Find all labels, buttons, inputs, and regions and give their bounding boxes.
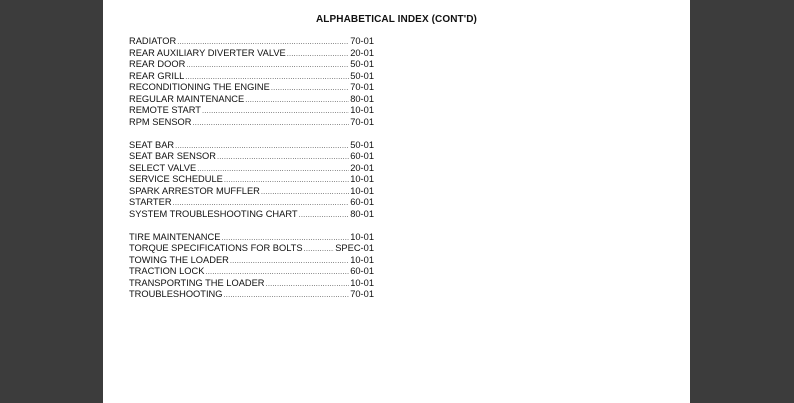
index-group <box>129 140 374 221</box>
dot-leader <box>299 209 350 221</box>
alphabetical-index <box>129 36 374 301</box>
index-entry-page: 10-01 <box>350 105 374 115</box>
dot-leader <box>224 289 350 301</box>
index-entry-name: SYSTEM TROUBLESHOOTING CHART <box>129 208 298 219</box>
index-entry-page: 50-01 <box>350 70 374 81</box>
index-entry-name: SEAT BAR <box>129 139 175 150</box>
index-entry <box>129 289 374 301</box>
index-entry-page: 60-01 <box>350 266 374 276</box>
dot-leader <box>193 117 350 129</box>
index-entry-page: 20-01 <box>350 47 374 58</box>
index-entry-name: TRANSPORTING THE LOADER <box>129 277 265 288</box>
index-entry-page: 10-01 <box>350 231 374 242</box>
index-entry-name: TOWING THE LOADER <box>129 254 229 265</box>
index-entry <box>129 82 374 94</box>
dot-leader <box>175 140 349 152</box>
index-entry-page: SPEC-01 <box>335 243 374 253</box>
index-entry <box>129 163 374 175</box>
index-entry <box>129 117 374 129</box>
index-entry <box>129 48 374 60</box>
dot-leader <box>271 82 349 94</box>
document-page <box>103 0 690 403</box>
index-entry <box>129 151 374 163</box>
index-entry-page: 10-01 <box>350 277 374 288</box>
dot-leader <box>177 36 349 48</box>
index-entry <box>129 209 374 221</box>
index-entry <box>129 71 374 83</box>
index-entry-name: TROUBLESHOOTING <box>129 289 223 299</box>
index-entry-page: 70-01 <box>350 289 374 299</box>
index-entry-page: 70-01 <box>350 82 374 92</box>
index-entry <box>129 105 374 117</box>
index-entry-name: TIRE MAINTENANCE <box>129 231 221 242</box>
dot-leader <box>224 174 349 186</box>
index-entry-page: 80-01 <box>350 208 374 219</box>
index-entry-name: SPARK ARRESTOR MUFFLER <box>129 185 260 196</box>
index-entry <box>129 278 374 290</box>
index-entry-name: SEAT BAR SENSOR <box>129 151 216 161</box>
index-entry <box>129 232 374 244</box>
index-entry <box>129 266 374 278</box>
dot-leader <box>173 197 350 209</box>
index-entry-name: REGULAR MAINTENANCE <box>129 93 245 104</box>
page-title: ALPHABETICAL INDEX (CONT'D) <box>315 14 477 25</box>
dot-leader <box>304 243 335 255</box>
dot-leader <box>287 48 349 60</box>
index-group <box>129 232 374 301</box>
index-entry-name: RADIATOR <box>129 36 177 46</box>
dot-leader <box>186 59 349 71</box>
index-entry <box>129 94 374 106</box>
index-entry-page: 80-01 <box>350 93 374 104</box>
dot-leader <box>202 105 349 117</box>
index-entry-page: 70-01 <box>350 36 374 46</box>
index-entry-page: 60-01 <box>350 151 374 161</box>
index-entry-name: RECONDITIONING THE ENGINE <box>129 82 270 92</box>
index-entry-name: STARTER <box>129 197 172 207</box>
index-entry-page: 10-01 <box>350 174 374 184</box>
index-entry-page: 70-01 <box>350 116 374 127</box>
index-entry <box>129 140 374 152</box>
index-entry-page: 10-01 <box>350 254 374 265</box>
index-entry-name: TORQUE SPECIFICATIONS FOR BOLTS <box>129 243 303 253</box>
dot-leader <box>205 266 349 278</box>
index-entry-page: 50-01 <box>350 139 374 150</box>
index-entry <box>129 59 374 71</box>
index-entry-name: RPM SENSOR <box>129 116 192 127</box>
index-entry-page: 10-01 <box>350 185 374 196</box>
index-entry <box>129 255 374 267</box>
index-entry-page: 60-01 <box>350 197 374 207</box>
index-entry-name: REMOTE START <box>129 105 201 115</box>
index-entry <box>129 243 374 255</box>
index-entry-name: REAR AUXILIARY DIVERTER VALVE <box>129 47 286 58</box>
index-entry <box>129 186 374 198</box>
dot-leader <box>185 71 349 83</box>
index-entry-name: SELECT VALVE <box>129 162 197 173</box>
dot-leader <box>217 151 349 163</box>
dot-leader <box>230 255 349 267</box>
index-entry <box>129 36 374 48</box>
dot-leader <box>197 163 349 175</box>
index-group <box>129 36 374 128</box>
dot-leader <box>266 278 350 290</box>
index-entry-page: 20-01 <box>350 162 374 173</box>
index-entry-name: SERVICE SCHEDULE <box>129 174 223 184</box>
index-entry-name: REAR DOOR <box>129 59 186 69</box>
dot-leader <box>261 186 349 198</box>
index-entry <box>129 197 374 209</box>
index-entry <box>129 174 374 186</box>
index-entry-name: REAR GRILL <box>129 70 185 81</box>
dot-leader <box>221 232 349 244</box>
index-entry-page: 50-01 <box>350 59 374 69</box>
index-entry-name: TRACTION LOCK <box>129 266 205 276</box>
dot-leader <box>245 94 349 106</box>
